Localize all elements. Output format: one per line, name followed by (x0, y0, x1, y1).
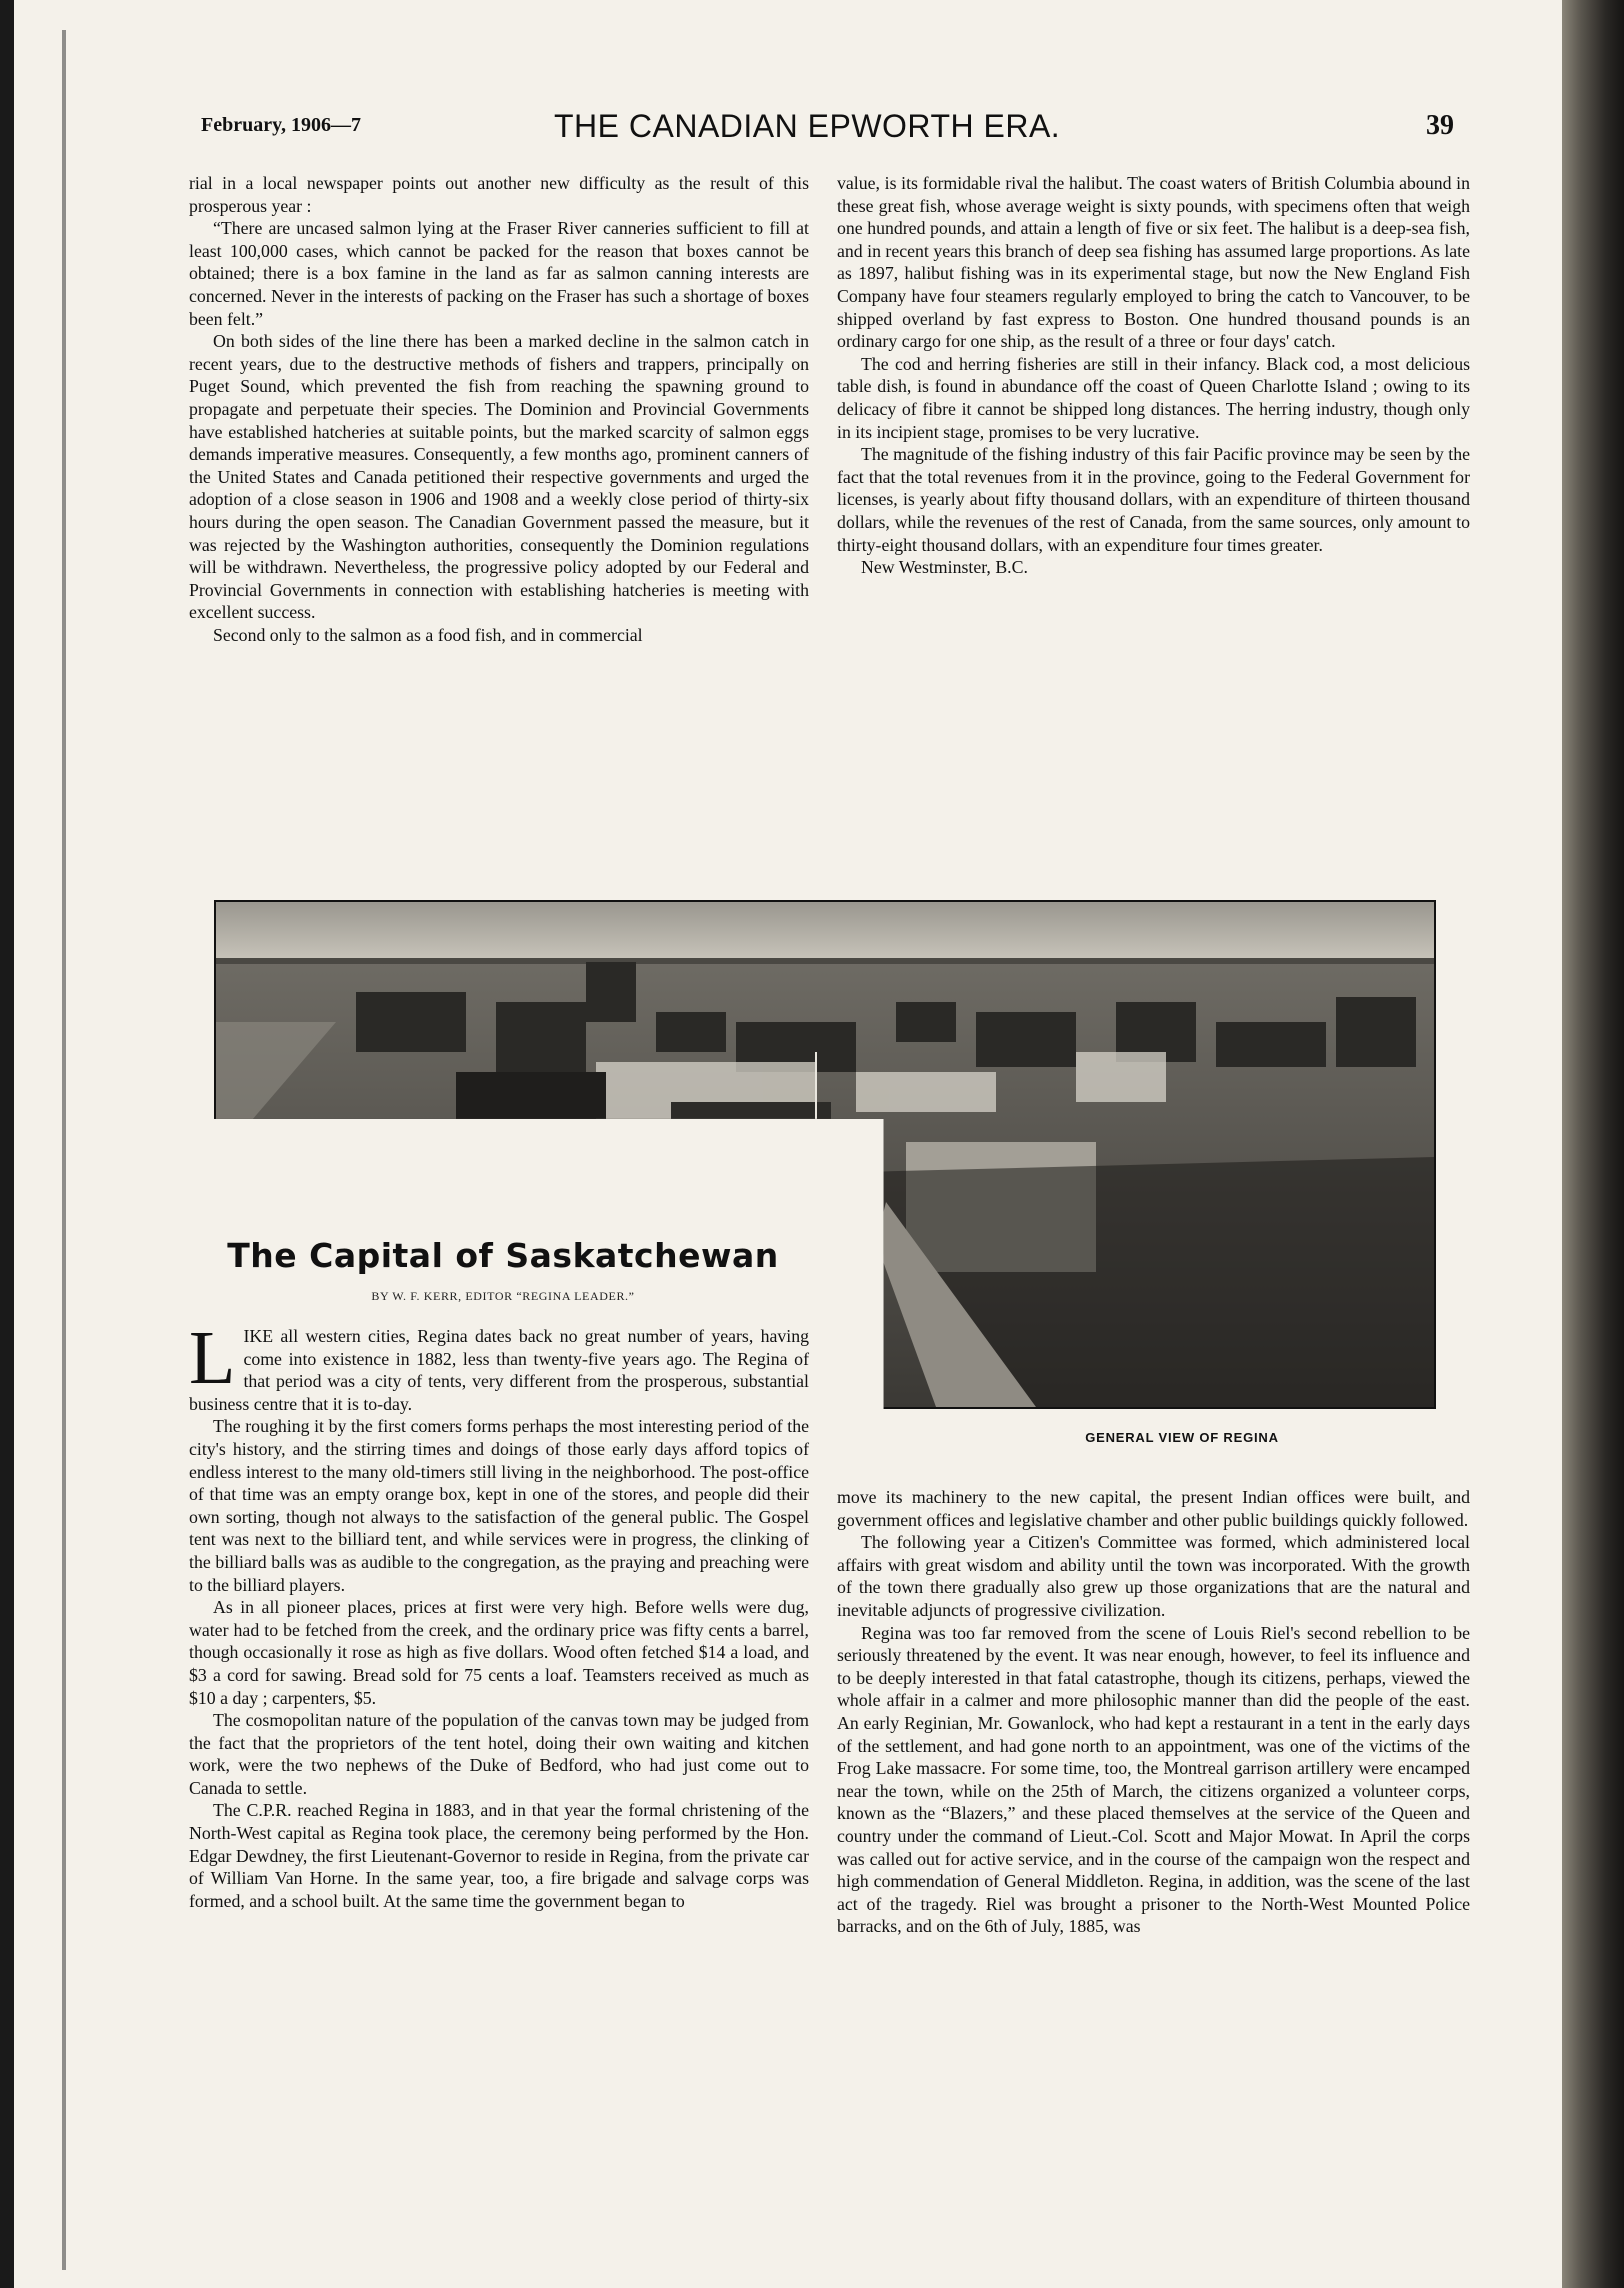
paragraph: As in all pioneer places, prices at first were very high. Before wells were dug, water had to be fetched from the creek, and the ordinary price was fifty cents a barrel, though occasionally it rose as high as five dollars. Wood often fetched $14 a load, and $3 a cord for sawing. Bread sold for 75 cents a loaf. Teamsters received as much as $10 a day ; carpenters, $5. (189, 1597, 809, 1708)
lead-paragraph (189, 1316, 809, 1415)
paragraph: The cod and herring fisheries are still in their infancy. Black cod, a most delicious table dish, is found in abundance off the coast of Queen Charlotte Island ; owing to its delicacy of fibre it cannot be shipped long distances. The herring industry, though only in its incipient stage, promises to be very lucrative. (837, 353, 1470, 442)
paragraph: On both sides of the line there has been a marked decline in the salmon catch in recent years, due to the destructive methods of fishers and trappers, principally on Puget Sound, which prevented the fish from reaching the spawning ground to propagate and perpetuate their species. The Dominion and Provincial Governments have established hatcheries at suitable points, but the marked scarcity of salmon eggs demands imperative measures. Consequently, a few months ago, prominent canners of the United States and Canada petitioned their respective governments and urged the adoption of a close season in 1906 and 1908 and a weekly close period of thirty-six hours during the open season. The Canadian Government passed the measure, but it was rejected by the Washington authorities, consequently the Dominion regulations will be withdrawn. Nevertheless, the progressive policy adopted by our Federal and Provincial Governments in connection with establishing hatcheries is meeting with excellent success. (189, 331, 809, 623)
paragraph: The roughing it by the first comers forms perhaps the most interesting period of the city's history, and the stirring times and doings of those early days afford topics of endless interest to the many old-timers still living in the neighborhood. The post-office of that time was an empty orange box, kept in one of the stores, and people did their own sorting, though not always to the satisfaction of the general public. The Gospel tent was next to the billiard tent, and while services were in progress, the clinking of the billiard balls was as audible to the congregation, as the praying and preaching were to the billiard players. (189, 1416, 809, 1595)
photo-caption: GENERAL VIEW OF REGINA (1085, 1430, 1279, 1445)
paragraph: move its machinery to the new capital, the present Indian offices were built, and government offices and legislative chamber and other public buildings quickly followed. (837, 1487, 1470, 1530)
running-header (14, 108, 1562, 148)
paragraph: rial in a local newspaper points out another new difficulty as the result of this prosperous year : (189, 173, 809, 216)
drop-cap: L (189, 1316, 236, 1400)
feature-column-2 (837, 1486, 1470, 1938)
magazine-page (14, 0, 1562, 2288)
book-spine (1562, 0, 1624, 2288)
page-number: 39 (1426, 110, 1454, 141)
paragraph: The magnitude of the fishing industry of this fair Pacific province may be seen by the fact that the total revenues from it in the province, going to the Federal Government for licenses, is yearly about fifty thousand dollars, with an expenditure of thirteen thousand dollars, while the revenues of the rest of Canada, from the same sources, only amount to thirty-eight thousand dollars, with an expenditure four times greater. (837, 444, 1470, 555)
article-byline: BY W. F. KERR, EDITOR “REGINA LEADER.” (371, 1289, 635, 1303)
magazine-title: THE CANADIAN EPWORTH ERA. (554, 108, 1061, 144)
paragraph: The C.P.R. reached Regina in 1883, and in that year the formal christening of the North-West capital as Regina took place, the ceremony being performed by the Hon. Edgar Dewdney, the first Lieutenant-Governor to reside in Regina, from the private car of William Van Horne. In the same year, too, a fire brigade and salvage corps was formed, and a school built. At the same time the government began to (189, 1800, 809, 1911)
paragraph: Regina was too far removed from the scene of Louis Riel's second rebellion to be seriously threatened by the event. It was near enough, however, to feel its influence and to be deeply interested in that fatal catastrophe, though its citizens, perhaps, viewed the whole affair in a calmer and more philosophic manner than did the people of the east. An early Reginian, Mr. Gowanlock, who had kept a restaurant in a tent in the early days of the settlement, and had gone north to an appointment, was one of the victims of the Frog Lake massacre. For some time, too, the Montreal garrison artillery were encamped near the town, while on the 25th of March, the citizens organized a volunteer corps, known as the “Blazers,” and these placed themselves at the service of the Queen and country under the command of Lieut.-Col. Scott and Major Mowat. In April the corps was called out for active service, and in the course of the campaign won the respect and high commendation of General Middleton. Regina, in addition, was the scene of the last act of the tragedy. Riel was brought a prisoner to the North-West Mounted Police barracks, and on the 6th of July, 1885, was (837, 1622, 1470, 1937)
article-signature: New Westminster, B.C. (861, 557, 1028, 578)
issue-date: February, 1906—7 (201, 114, 361, 136)
feature-column-1 (189, 1316, 809, 1912)
page-edge-shadow (62, 30, 66, 2270)
upper-article-column-1 (189, 172, 809, 646)
article-title: The Capital of Saskatchewan (227, 1236, 779, 1275)
paragraph: “There are uncased salmon lying at the Fraser River canneries sufficient to fill at least 100,000 cases, which cannot be packed for the reason that boxes cannot be obtained; there is a box famine in the land as far as salmon canning interests are concerned. Never in the interests of packing on the Fraser has such a shortage of boxes been felt.” (189, 218, 809, 329)
paragraph: Second only to the salmon as a food fish, and in commercial (213, 624, 643, 645)
paragraph: The cosmopolitan nature of the population of the canvas town may be judged from the fact that the proprietors of the tent hotel, doing their own waiting and kitchen work, were the two nephews of the Duke of Bedford, who had just come out to Canada to settle. (189, 1710, 809, 1798)
upper-article-column-2 (837, 172, 1470, 579)
lead-text: IKE all western cities, Regina dates back no great number of years, having come into existence in 1882, less than twenty-five years ago. The Regina of that period was a city of tents, very different from the prosperous, substantial business centre that it is to-day. (189, 1326, 809, 1414)
paragraph: value, is its formidable rival the halibut. The coast waters of British Columbia abound in these great fish, whose average weight is sixty pounds, with specimens often that weigh one hundred pounds, and attain a length of five or six feet. The halibut is a deep-sea fish, and in recent years this branch of deep sea fishing has assumed large proportions. As late as 1897, halibut fishing was in its experimental stage, but now the New England Fish Company have four steamers regularly employed to bring the catch to Vancouver, to be shipped overland by fast express to Boston. One hundred thousand pounds is an ordinary cargo for one ship, as the result of a three or four days' catch. (837, 173, 1470, 352)
paragraph: The following year a Citizen's Committee was formed, which administered local affairs with great wisdom and ability until the town was incorporated. With the growth of the town there gradually also grew up those organizations that are the natural and inevitable adjuncts of progressive civilization. (837, 1532, 1470, 1620)
